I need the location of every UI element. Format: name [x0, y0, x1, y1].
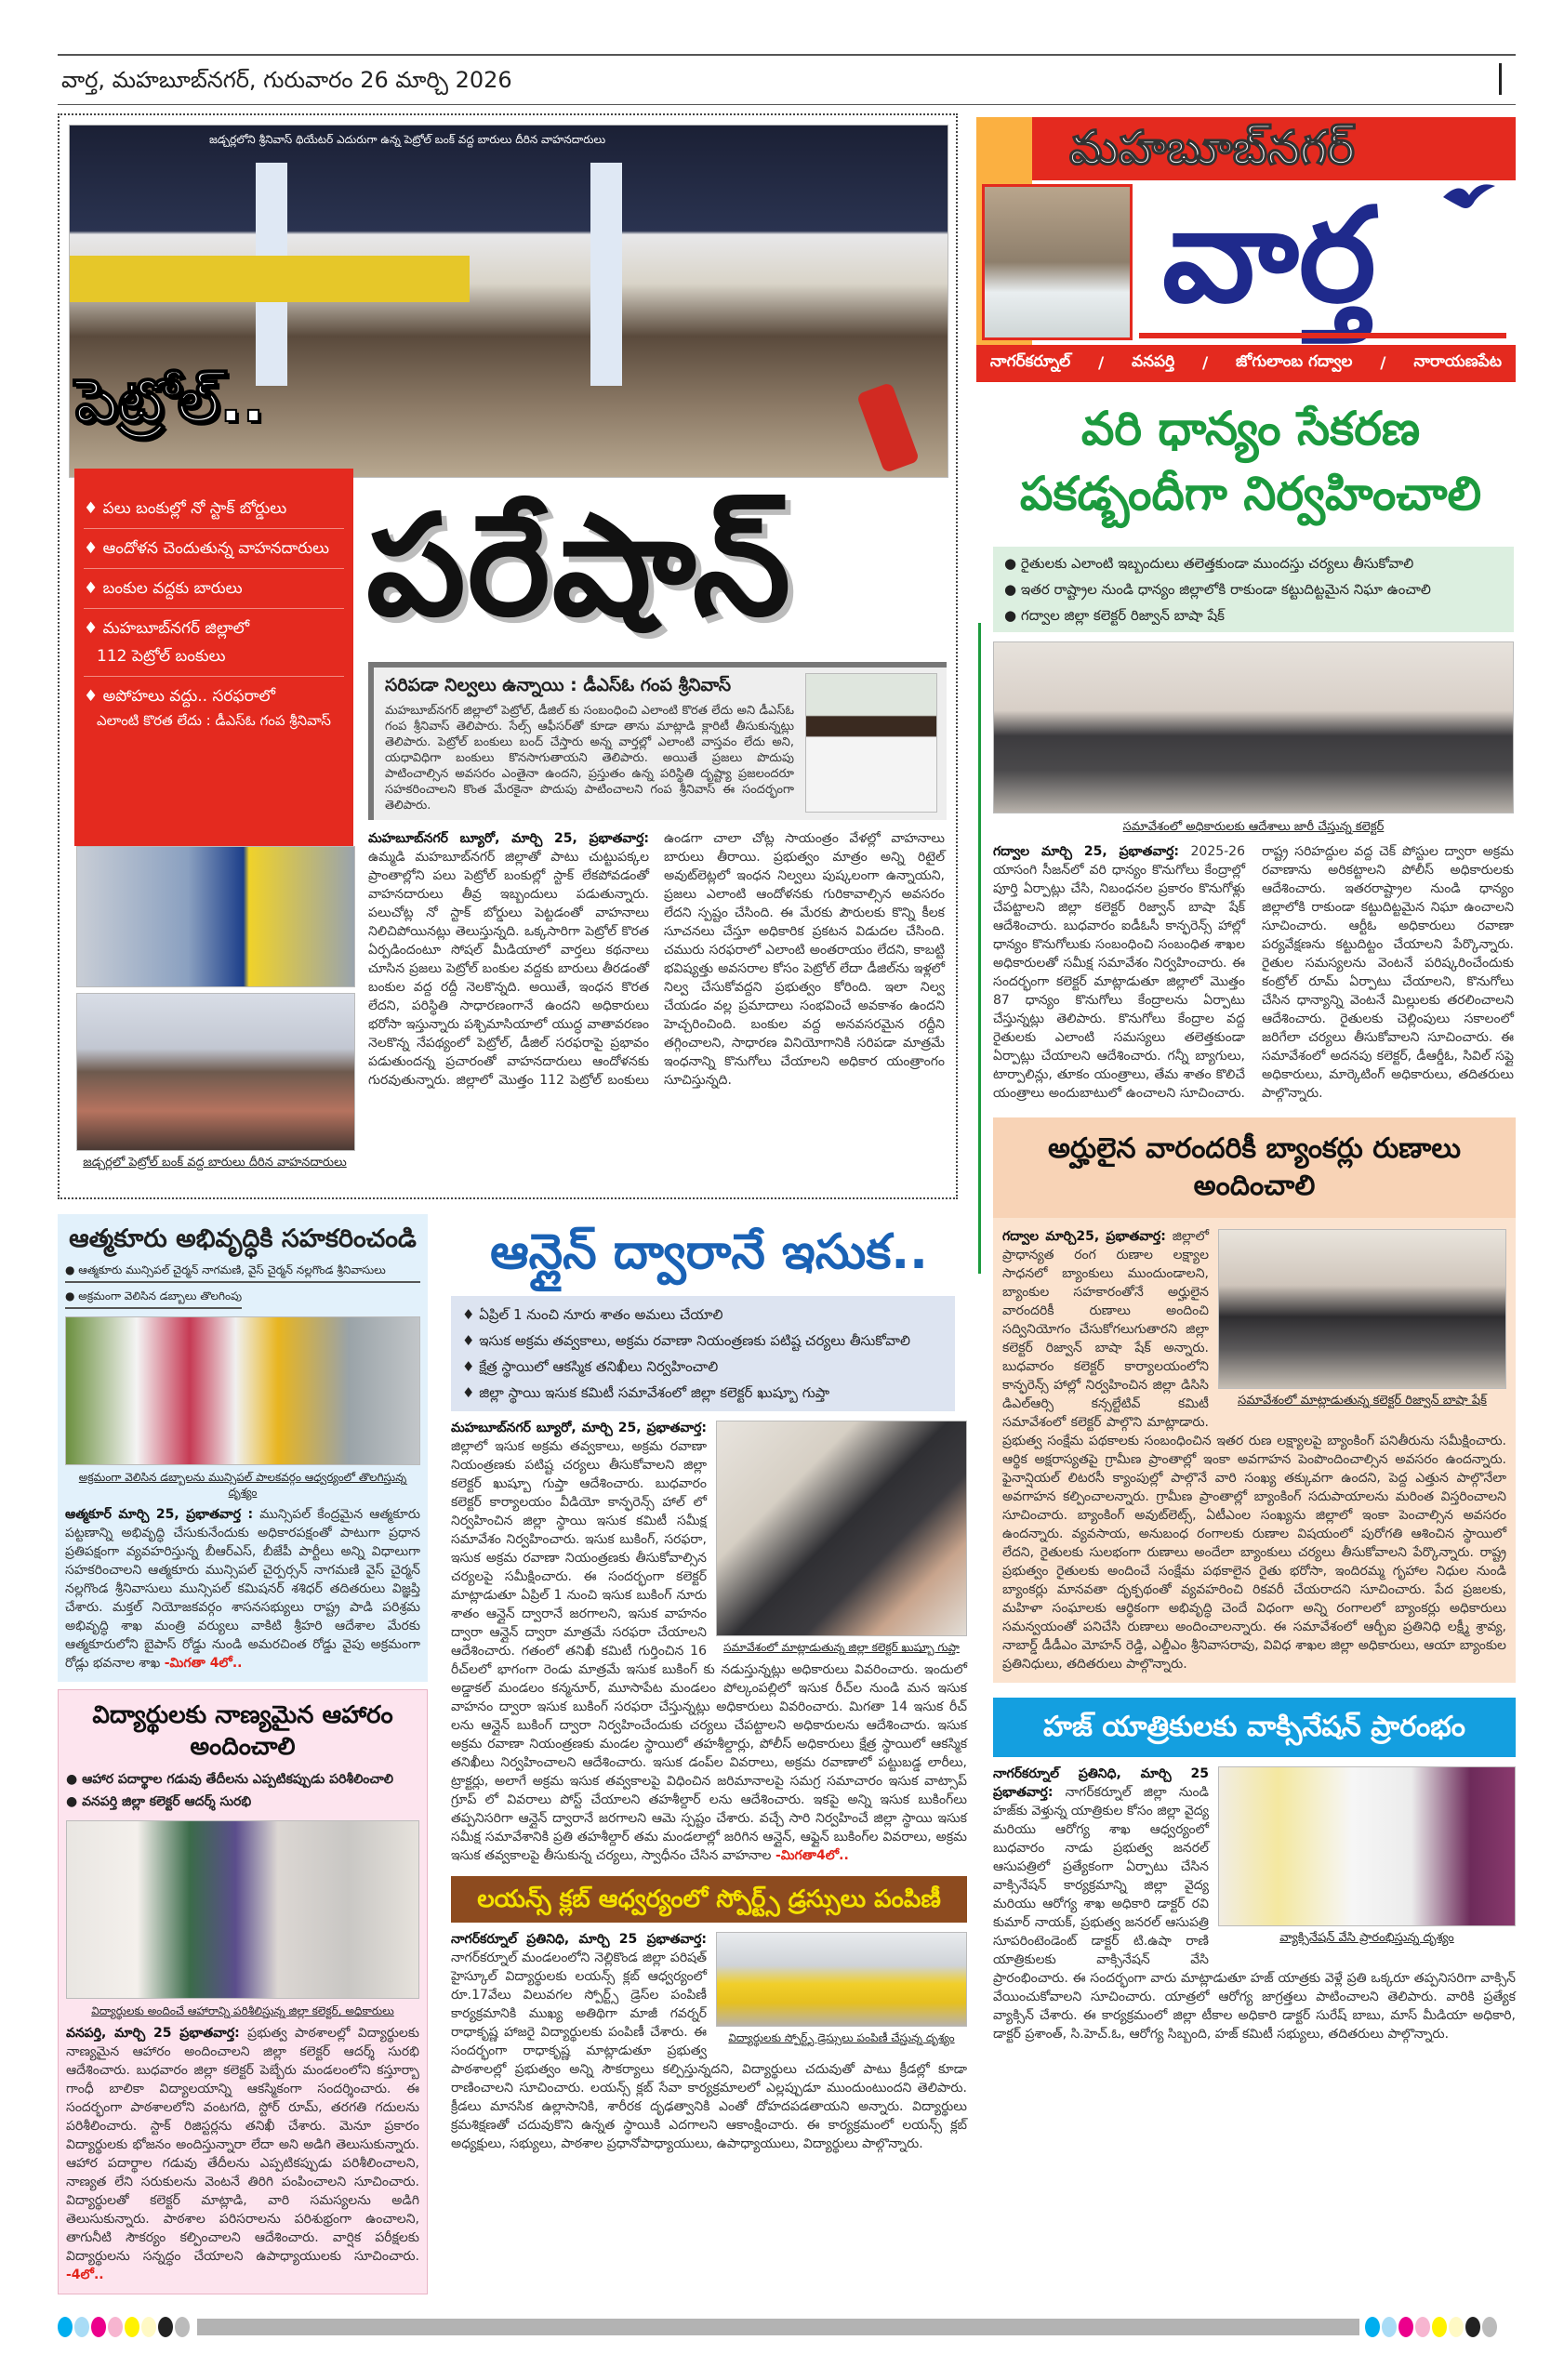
- lead-bullet: ♦ ఆందోళన చెందుతున్న వాహనదారులు: [84, 529, 344, 569]
- paddy-bullet: ● రైతులకు ఎలాంటి ఇబ్బందులు తలెత్తకుండా ముందస్తు చర్యలు తీసుకోవాలి: [1004, 555, 1414, 572]
- lead-body-text: ఉమ్మడి మహబూబ్‌నగర్ జిల్లాతో పాటు చుట్టుపక్కల ప్రాంతాల్లోని పలు పెట్రోల్ బంకుల్లో స్టాక్ లేకపోవడంతో వాహనదారులు తీవ్ర ఇబ్బందులు పడుతున్నారు. పలుచోట్ల నో స్టాక్ బోర్డులు పెట్టడంతో వాహనాలు నిలిచిపోయినట్లు తెలుస్తున్నది. ఒక్కసారిగా పెట్రోల్ కొరత ఏర్పడిందంటూ సోషల్ మీడియాలో వార్తలు కథనాలు చూసిన ప్రజలు పెట్రోల్ బంకుల వద్దకు బారులు తీరడంతో బంకుల వద్ద రద్దీ నెలకొన్నది. అయితే, ఇంధన కొరత లేదని, పరిస్థితి సాధారణంగానే ఉందని అధికారులు భరోసా ఇస్తున్నారు పశ్చిమాసియాలో యుద్ధ వాతావరణం నెలకొన్న నేపథ్యంలో పెట్రోల్, డీజిల్ సరఫరాపై ప్రభావం పడుతుందన్న ప్రచారంతో వాహనదారులు ఆందోళనకు గురవుతున్నారు. జిల్లాలో మొత్తం 112 పెట్రోల్ బంకులు ఉండగా చాలా చోట్ల సాయంత్రం వేళల్లో వాహనాలు బారులు తీరాయి. ప్రభుత్వం మాత్రం అన్ని రిటైల్ అవుట్‌లెట్లలో ఇంధన నిల్వలు పుష్కలంగా ఉన్నాయని, ప్రజలు ఎలాంటి ఆందోళనకు గురికావాల్సిన అవసరం లేదని స్పష్టం చేసింది. ఈ మేరకు పౌరులకు కొన్ని కీలక సూచనలు చేస్తూ అధికారిక ప్రకటన విడుదల చేసింది. చమురు సరఫరాలో ఎలాంటి అంతరాయం లేదని, కాబట్టి భవిష్యత్తు అవసరాల కోసం పెట్రోల్ లేదా డీజిల్‌ను ఇళ్లలో నిల్వ చేసుకోవద్దని ప్రభుత్వం కోరింది. ఇలా నిల్వ చేయడం వల్ల ప్రమాదాలు సంభవించే అవకాశం ఉందని హెచ్చరించింది. బంకుల వద్ద అనవసరమైన రద్దీని తగ్గించాలని, సాధారణ వినియోగానికి సరిపడా మాత్రమే ఇంధనాన్ని కొనుగోలు చేయాలని అధికార యంత్రాంగం సూచిస్తున్నది.: [368, 831, 945, 1088]
- bank-headline: అర్హులైన వారందరికీ బ్యాంకర్లు రుణాలు అందించాలి: [993, 1117, 1516, 1218]
- district-narayanpet: నారాయణపేట: [1413, 352, 1503, 371]
- lead-bullet: ♦ బంకుల వద్దకు బారులు: [84, 569, 344, 609]
- dot: [158, 2317, 173, 2337]
- paddy-dateline: గద్వాల మార్చి 25, ప్రభాతవార్త:: [993, 844, 1180, 859]
- students-body: [66, 2024, 419, 2284]
- lions-photo: [716, 1932, 967, 2027]
- separator: /: [1097, 354, 1105, 373]
- right-color-dots: [1365, 2317, 1497, 2337]
- haj-body-text: నాగర్‌కర్నూల్ జిల్లా నుండి హజ్‌కు వెళ్తున్న యాత్రికుల కోసం జిల్లా వైద్య మరియు ఆరోగ్య శాఖ ఆధ్వర్యంలో బుధవారం నాడు ప్రభుత్వ జనరల్ ఆసుపత్రిలో ప్రత్యేకంగా ఏర్పాటు చేసిన వాక్సినేషన్ కార్యక్రమాన్ని జిల్లా వైద్య మరియు ఆరోగ్య శాఖ అధికారి డాక్టర్ రవి కుమార్ నాయక్, ప్రభుత్వ జనరల్ ఆసుపత్రి సూపరింటెండెంట్ డాక్టర్ టి.ఉషా రాణి యాత్రికులకు వాక్సినేషన్ వేసి ప్రారంభించారు. ఈ సందర్భంగా వారు మాట్లాడుతూ హజ్ యాత్రకు వెళ్లే ప్రతి ఒక్కరూ తప్పనిసరిగా వాక్సిన్ వేయించుకోవాలని సూచించారు. యాత్రలో ఆరోగ్య జాగ్రత్తలు పాటించాలని తెలిపారు. వారికి ప్రత్యేక వ్యాక్సిన్ చేశారు. ఈ కార్యక్రమంలో జిల్లా టీకాల అధికారి డాక్టర్ సురేష్ బాబు, మాస్ మీడియా అధికారి, డాక్టర్ ప్రశాంత్, సి.హెచ్.ఓ, ఆరోగ్య సిబ్బంది, హజ్ కమిటీ సభ్యులు, తదితరులు పాల్గొన్నారు.: [993, 1785, 1516, 2042]
- paddy-body-text: 2025-26 యాసంగి సీజన్‌లో వరి ధాన్యం కొనుగోలు కేంద్రాల్లో పూర్తి ఏర్పాట్లు చేసి, నిబంధనల ప్రకారం కొనుగోళ్లు చేపట్టాలని జిల్లా కలెక్టర్ రిజ్వాన్ బాషా షేక్ ఆదేశించారు. బుధవారం ఐడీఓసీ కాన్ఫరెన్స్ హాల్లో ధాన్యం కొనుగోలుకు సంబంధించి సంబంధిత శాఖల అధికారులతో సమీక్ష సమావేశం నిర్వహించారు. ఈ సందర్భంగా కలెక్టర్ మాట్లాడుతూ జిల్లాలో మొత్తం 87 ధాన్యం కొనుగోలు కేంద్రాలను ఏర్పాటు చేస్తున్నట్లు తెలిపారు. కొనుగోలు కేంద్రాల వద్ద రైతులకు ఎలాంటి సమస్యలు తలెత్తకుండా ఏర్పాట్లు చేయాలని ఆదేశించారు. గన్నీ బ్యాగులు, టార్పాలిన్లు, తూకం యంత్రాలు, తేమ శాతం కొలిచే యంత్రాలు అందుబాటులో ఉంచాలని సూచించారు. రాష్ట్ర సరిహద్దుల వద్ద చెక్ పోస్టుల ద్వారా అక్రమ రవాణాను అరికట్టాలని పోలీస్ అధికారులకు ఆదేశించారు. ఇతరరాష్ట్రాల నుండి ధాన్యం జిల్లాలోకి రాకుండా కట్టుదిట్టమైన నిఘా ఉంచాలని సూచించారు. ఆర్టీఓ అధికారులు రవాణా పర్యవేక్షణను కట్టుదిట్టం చేయాలని పేర్కొన్నారు. రైతుల సమస్యలను వెంటనే పరిష్కరించేందుకు కంట్రోల్ రూమ్ ఏర్పాటు చేయాలని, కొనుగోలు చేసిన ధాన్యాన్ని వెంటనే మిల్లులకు తరలించాలని ఆదేశించారు. రైతులకు చెల్లింపులు సకాలంలో జరిగేలా చర్యలు తీసుకోవాలని సూచించారు. ఈ సమావేశంలో అదనపు కలెక్టర్, డీఆర్డీఓ, సివిల్ సప్లై అధికారులు, మార్కెటింగ్ అధికారులు, తదితరులు పాల్గొన్నారు.: [993, 844, 1514, 1101]
- sand-bullets: [451, 1296, 955, 1411]
- paddy-headline: [986, 396, 1516, 526]
- dam-photo: [982, 184, 1133, 340]
- students-bullet: ● వనపర్తి జిల్లా కలెక్టర్ ఆదర్శ్ సురభి: [66, 1794, 252, 1809]
- paddy-bullet: ● ఇతర రాష్ట్రాల నుండి ధాన్యం జిల్లాలోకి రాకుండా కట్టుదిట్టమైన నిఘా ఉంచాలి: [1004, 581, 1431, 598]
- separator: /: [1202, 354, 1209, 373]
- district-nagarkurnool: నాగర్‌కర్నూల్: [989, 352, 1071, 371]
- dot: [91, 2317, 106, 2337]
- lions-body: [451, 1930, 967, 2153]
- dot: [1382, 2317, 1397, 2337]
- students-bullet: ● ఆహార పదార్థాల గడువు తేదీలను ఎప్పటికప్పుడు పరిశీలించాలి: [66, 1772, 394, 1787]
- dot: [58, 2317, 73, 2337]
- top-rule: [58, 54, 1516, 56]
- paddy-headline-line2: పకడ్బందీగా నిర్వహించాలి: [1019, 467, 1482, 521]
- athmakur-body: [65, 1505, 420, 1673]
- paddy-headline-line1: వరి ధాన్యం సేకరణ: [1080, 402, 1421, 456]
- lead-bullet: ఎలాంటి కొరత లేదు : డీఎస్ఓ గంప శ్రీనివాస్: [97, 712, 331, 729]
- lead-bullet: 112 పెట్రోల్ బంకులు: [84, 642, 344, 677]
- students-dateline: వనపర్తి, మార్చి 25 ప్రభాతవార్త:: [66, 2026, 240, 2041]
- queue-photo: [76, 993, 355, 1151]
- yellow-wall: [70, 256, 470, 302]
- paddy-caption: సమావేశంలో అధికారులకు ఆదేశాలు జారీ చేస్తున్న కలెక్టర్: [1122, 820, 1385, 834]
- masthead-underline: [1139, 333, 1506, 338]
- masthead-logo: వార్త: [1162, 180, 1376, 332]
- dot: [141, 2317, 156, 2337]
- dso-body: మహబూబ్‌నగర్ జిల్లాలో పెట్రోల్, డీజిల్ కు సంబంధించి ఎలాంటి కొరత లేదు అని డీఎస్ఓ గంప శ్రీనివాస్ తెలిపారు. సేల్స్ ఆఫీసర్‌తో కూడా తాను మాట్లాడి క్లారిటీ తీసుకున్నట్లు తెలిపారు. పెట్రోల్ బంకులు బంద్ చేస్తారు అన్న వార్తల్లో ఎలాంటి వాస్తవం లేదు అని, యధావిధిగా బంకులు కొనసాగుతాయని తెలిపారు. అయితే ప్రజలు పొదుపు పాటించాల్సిన అవసరం ఎంతైనా ఉందని, ప్రస్తుతం ఉన్న పరిస్థితి దృష్ట్యా ప్రజలందరూ సహకరించాలని కొంత మేరకైనా పొదుపు పాటించాలని గంప శ్రీనివాస్ ఈ సందర్భంగా తెలిపారు.: [385, 704, 794, 813]
- bank-body: [993, 1218, 1516, 1673]
- dot: [125, 2317, 139, 2337]
- dot: [1482, 2317, 1497, 2337]
- masthead-region: మహబూబ్‌నగర్: [1069, 121, 1355, 175]
- athmakur-caption: అక్రమంగా వెలిసిన డబ్బాలను మున్సిపల్ పాలకవర్గం ఆధ్వర్యంలో తొలగిస్తున్న దృశ్యం: [78, 1471, 407, 1499]
- district-gadwal: జోగులాంబ గద్వాల: [1236, 352, 1353, 371]
- dot: [1398, 2317, 1413, 2337]
- lower-middle-column: [451, 1220, 967, 2153]
- lions-caption: విద్యార్థులకు స్పోర్ట్స్ డ్రెస్సులు పంపిణీ చేస్తున్న దృశ్యం: [728, 2031, 955, 2044]
- paddy-body: [993, 842, 1514, 1103]
- dot: [1449, 2317, 1464, 2337]
- district-wanaparthy: వనపర్తి: [1132, 352, 1175, 371]
- header-rule: [58, 104, 1516, 105]
- dso-portrait: [805, 673, 937, 813]
- dot: [175, 2317, 190, 2337]
- lead-body: [368, 829, 945, 1090]
- sand-body: [451, 1419, 967, 1865]
- athmakur-body-text: మున్సిపల్ కేంద్రమైన ఆత్మకూరు పట్టణాన్ని అభివృద్ధి చేసుకునేందుకు అధికారపక్షంతో పాటుగా ప్రధాన ప్రతిపక్షంగా వ్యవహరిస్తున్న బీఆర్ఎస్, బీజేపీ పార్టీలు అన్ని విధాలుగా సహకరించాలని ఆత్మకూరు మున్సిపల్ చైర్పర్సన్ నాగమణి వైస్ చైర్మన్ నల్లగొండ శ్రీనివాసులు మున్సిపల్ కమిషనర్ శశిధర్ తదితరులు విజ్ఞప్తి చేశారు. మక్తల్ నియోజకవర్గం శాసనసభ్యులు రాష్ట్ర పాడి పరిశ్రమ అభివృద్ధి శాఖ మంత్రి వర్యులు వాకిటి శ్రీహరి ఆదేశాల మేరకు ఆత్మకూరులోని బైపాస్ రోడ్డు నుండి అమరచింత రోడ్డు వైపు అక్రమంగా రోడ్లు భవనాల శాఖ: [65, 1507, 421, 1671]
- athmakur-continued[interactable]: -మిగతా 4లో..: [164, 1656, 243, 1671]
- dso-box: [368, 662, 947, 820]
- bank-photo: [1218, 1229, 1506, 1389]
- sand-bullet: ♦ క్షేత్ర స్థాయిలో ఆకస్మిక తనిఖీలు నిర్వహించాలి: [462, 1358, 719, 1375]
- athmakur-photo: [65, 1316, 420, 1465]
- dot: [1365, 2317, 1380, 2337]
- canopy-pillar: [590, 163, 622, 386]
- sand-figure: [716, 1421, 967, 1655]
- grey-band: [197, 2319, 1359, 2335]
- bank-caption: సమావేశంలో మాట్లాడుతున్న కలెక్టర్ రిజ్వాన్ బాషా షేక్: [1238, 1394, 1487, 1408]
- haj-headline: హజ్ యాత్రికులకు వాక్సినేషన్ ప్రారంభం: [993, 1698, 1516, 1757]
- lions-figure: [716, 1932, 967, 2045]
- no-stock-photo: [76, 846, 355, 987]
- paddy-bullets: [993, 547, 1514, 632]
- dot: [1432, 2317, 1447, 2337]
- lions-headline: లయన్స్ క్లబ్ ఆధ్వర్యంలో స్పోర్ట్స్ డ్రస్సులు పంపిణీ: [451, 1876, 967, 1923]
- dso-title: సరిపడా నిల్వలు ఉన్నాయి : డీఎస్ఓ గంప శ్రీనివాస్: [385, 675, 732, 695]
- dot: [74, 2317, 89, 2337]
- fuel-nozzle-icon: [856, 382, 920, 473]
- paddy-bullet: ● గద్వాల జిల్లా కలెక్టర్ రిజ్వాన్ బాషా షేక్: [1004, 607, 1226, 624]
- masthead: [976, 117, 1516, 383]
- bank-figure: [1218, 1229, 1506, 1408]
- lead-bullets: [74, 482, 353, 744]
- bank-dateline: గద్వాల మార్చి25, ప్రభాతవార్త:: [1002, 1229, 1166, 1244]
- athmakur-headline: ఆత్మకూరు అభివృద్ధికి సహకరించండి: [69, 1224, 417, 1253]
- haj-caption: వ్యాక్సినేషన్ వేసి ప్రారంభిస్తున్న దృశ్యం: [1279, 1931, 1454, 1945]
- haj-figure: [1218, 1766, 1516, 1946]
- left-color-dots: [58, 2317, 190, 2337]
- right-column: [976, 117, 1516, 2043]
- lead-dateline: మహబూబ్‌నగర్ బ్యూరో, మార్చి 25, ప్రభాతవార్త:: [368, 831, 649, 846]
- lead-bullet: ♦ మహబూబ్‌నగర్ జిల్లాలో: [84, 619, 250, 638]
- lead-photo-caption: జడ్చర్లలోని శ్రీనివాస్ థియేటర్ ఎదురుగా ఉన్న పెట్రోల్ బంక్ వద్ద బారులు దీరిన వాహనదారులు: [209, 133, 606, 146]
- date-line: వార్త, మహబూబ్‌నగర్, గురువారం 26 మార్చి 2026: [61, 67, 512, 93]
- haj-dateline: నాగర్‌కర్నూల్ ప్రతినిధి, మార్చి 25 ప్రభాతవార్త:: [993, 1766, 1209, 1800]
- students-continued[interactable]: -4లో..: [66, 2268, 104, 2282]
- sand-caption: సమావేశంలో మాట్లాడుతున్న జిల్లా కలెక్టర్ ఖుష్బూ గుప్తా: [723, 1641, 960, 1654]
- sand-bullet: ♦ ఇసుక అక్రమ తవ్వకాలు, అక్రమ రవాణా నియంత్రణకు పటిష్ట చర్యలు తీసుకోవాలి: [462, 1332, 910, 1349]
- athmakur-story: [58, 1214, 428, 1682]
- dot: [1415, 2317, 1430, 2337]
- lower-left-column: [58, 1214, 428, 2294]
- sand-dateline: మహబూబ్‌నగర్ బ్యూరో, మార్చి 25, ప్రభాతవార్త:: [451, 1421, 707, 1435]
- students-story: [58, 1689, 428, 2294]
- lead-photo: [69, 125, 948, 478]
- athmakur-bullet: ● అక్రమంగా వెలిసిన డబ్బాలు తొలగింపు: [65, 1289, 242, 1309]
- lead-bullet: ♦ అపోహలు వద్దు.. సరఫరాలో: [84, 687, 275, 706]
- sand-bullet: ♦ జిల్లా స్థాయి ఇసుక కమిటీ సమావేశంలో జిల్లా కలెక్టర్ ఖుష్బూ గుప్తా: [462, 1384, 830, 1401]
- districts-bar: [976, 345, 1516, 382]
- sand-body-text: జిల్లాలో ఇసుక అక్రమ తవ్వకాలు, అక్రమ రవాణా నియంత్రణకు పటిష్ట చర్యలు తీసుకోవాలని జిల్లా కలెక్టర్ ఖుష్బూ గుప్తా ఆదేశించారు. బుధవారం కలెక్టర్ కార్యాలయం వీడియో కాన్ఫరెన్స్ హాల్ లో నిర్వహించిన జిల్లా స్థాయి ఇసుక కమిటీ సమీక్ష సమావేశం నిర్వహించారు. ఇసుక బుకింగ్, సరఫరా, ఇసుక అక్రమ రవాణా నియంత్రణకు తీసుకోవాల్సిన చర్యలపై సమీక్షించారు. ఈ సందర్భంగా కలెక్టర్ మాట్లాడుతూ ఏప్రిల్ 1 నుంచి ఇసుక బుకింగ్ నూరు శాతం ఆన్లైన్ ద్వారానే జరగాలని, ఇసుక వాహనం ద్వారా ఆన్లైన్ ద్వారా మాత్రమే సరఫరా చేయాలని ఆదేశించారు. గతంలో తనిఖీ కమిటీ గుర్తించిన 16 రీచ్‌లలో భాగంగా రెండు మాత్రమే ఇసుక బుకింగ్ కు నడుస్తున్నట్లు అధికారులు వివరించారు. ఇందులో అడ్డాకల్ మండలం కన్మనూర్, మూసాపేట మండలం పోల్కంపల్లిలో ఇసుక రీచ్‌ల నుండి మన ఇసుక వాహనం ద్వారా ఇసుక బుకింగ్ సరఫరా చేస్తున్నట్లు అధికారులు వివరించారు. మిగతా 14 ఇసుక రీచ్ లను ఆన్లైన్ బుకింగ్ ద్వారా నిర్వహించేందుకు చర్యలు చేపట్టాలని అధికారులను ఆదేశించారు. ఇసుక అక్రమ రవాణా నియంత్రణకు మండల స్థాయిలో తహశీల్దార్లు, పోలీస్ అధికారులు క్షేత్ర స్థాయిలో ఆకస్మిక తనిఖీలు నిర్వహించాలని ఆదేశించారు. ఇసుక డంప్‌ల వివరాలు, అక్రమ రవాణాలో పట్టుబడ్డ లారీలు, ట్రాక్టర్లు, అలాగే అక్రమ ఇసుక తవ్వకాలపై విధించిన జరిమానాలపై సమగ్ర సమాచారం ఇసుక వాట్సాప్ గ్రూప్ లో వివరాలు పోస్ట్ చేయాలని తహశీల్దార్ లను ఆదేశించారు. ఇకపై అన్ని ఇసుక బుకింగ్‌లు తప్పనిసరిగా ఆన్లైన్ ద్వారానే జరగాలని ఆమె స్పష్టం చేశారు. వచ్చే సారి నిర్వహించే జిల్లా స్థాయి ఇసుక సమీక్ష సమావేశానికి ప్రతి తహశీల్దార్ తమ మండలాల్లో జరిగిన ఆన్లైన్, ఆఫ్లైన్ బుకింగ్‌ల వివరాలు, అక్రమ ఇసుక తవ్వకాలపై తీసుకున్న చర్యలు, స్వాధీనం చేసిన వాహనాల: [451, 1439, 967, 1863]
- sand-continued[interactable]: -మిగతా4లో..: [775, 1848, 849, 1863]
- haj-story: [993, 1698, 1516, 2043]
- lead-story: [58, 113, 958, 1199]
- lead-bullets-box: [74, 469, 353, 846]
- lead-headline: పరేషాన్: [366, 485, 793, 647]
- registration-bar: [58, 2317, 1516, 2337]
- paddy-photo: [993, 641, 1514, 813]
- sand-headline: ఆన్లైన్ ద్వారానే ఇసుక..: [490, 1224, 928, 1280]
- bank-body-text: జిల్లాలో ప్రాధాన్యత రంగ రుణాల లక్ష్యాల సాధనలో బ్యాంకులు ముందుండాలని, బ్యాంకుల సహకారంతోనే అర్హులైన వారందరికీ రుణాలు అందించి సద్వినియోగం చేసుకోగలుగుతారని జిల్లా కలెక్టర్ రిజ్వాన్ బాషా షేక్ అన్నారు. బుధవారం కలెక్టర్ కార్యాలయంలోని కాన్ఫరెన్స్ హాల్లో నిర్వహించిన జిల్లా డిసిసి డిఎల్ఆర్సి కన్సల్టేటివ్ కమిటీ సమావేశంలో కలెక్టర్ పాల్గొని మాట్లాడారు. ప్రభుత్వ సంక్షేమ పథకాలకు సంబంధించిన ఇతర రుణ లక్ష్యాలపై బ్యాంకింగ్ పనితీరును సమీక్షించారు. ఆర్థిక అక్షరాస్యతపై గ్రామీణ ప్రాంతాల్లో ఇంకా అవగాహన పెంపొందించాల్సిన అవసరం ఉందన్నారు. ఫైనాన్షియల్ లిటరసీ క్యాంపుల్లో పాల్గొనే వారి సంఖ్య తక్కువగా ఉందని, పెద్ద ఎత్తున పాల్గొనేలా అవగాహన కల్పించాలన్నారు. గ్రామీణ ప్రాంతాల్లో బ్యాంకింగ్ సదుపాయాలను మరింత విస్తరించాలని సూచించారు. బ్యాంకింగ్ అవుట్‌లెట్స్, ఏటీఎంల సంఖ్యను జిల్లాలో ఇంకా పెంచాల్సిన అవసరం ఉందన్నారు. వ్యవసాయ, అనుబంధ రంగాలకు రుణాల విషయంలో పురోగతి ఆశించిన స్థాయిలో లేదని, రైతులకు సులభంగా రుణాలు అందేలా బ్యాంకులు చర్యలు తీసుకోవాలని పేర్కొన్నారు. రాష్ట్ర ప్రభుత్వం రైతులకు అందించే సంక్షేమ పథకాలైన రైతు భరోసా, ఇందిరమ్మ గృహాల నిధుల నుండి బ్యాంకర్లు మానవతా దృక్పథంతో వ్యవహరించి రికవరీ చేయరాదని సూచించారు. పేద ప్రజలకు, మహిళా సంఘాలకు ఆర్థికంగా అభివృద్ధి చెందే విధంగా అన్ని రంగాలలో బ్యాంకర్లు అధికారులు సమన్వయంతో పనిచేసి రుణాలు అందించాలన్నారు. ఈ సమావేశంలో ఆర్బీఐ ప్రతినిధి లక్ష్మీ శ్రావ్య, నాబార్డ్ డీడీఎం మోహన్ రెడ్డి, ఎల్డీఎం శ్రీనివాసరావు, వివిధ శాఖల జిల్లా అధికారులు, ఆయా బ్యాంకుల ప్రతినిధులు, తదితరులు పాల్గొన్నారు.: [1002, 1229, 1506, 1672]
- students-caption: విద్యార్థులకు అందించే ఆహారాన్ని పరిశీలిస్తున్న జిల్లా కలెక్టర్, అధికారులు: [91, 2004, 394, 2017]
- queue-photo-caption: జడ్చర్లలో పెట్రోల్ బంక్ వద్ద బారులు దీరిన వాహనదారులు: [83, 1156, 347, 1170]
- dot: [1465, 2317, 1480, 2337]
- separator: /: [1380, 354, 1386, 373]
- haj-photo: [1218, 1766, 1516, 1926]
- lions-dateline: నాగర్‌కర్నూల్ ప్రతినిధి, మార్చి 25 ప్రభాతవార్త:: [451, 1932, 707, 1947]
- sand-photo: [716, 1421, 967, 1636]
- lead-bullet: ♦ పలు బంకుల్లో నో స్టాక్ బోర్డులు: [84, 489, 344, 529]
- athmakur-dateline: ఆత్మకూర్ మార్చి 25, ప్రభాతవార్త :: [65, 1507, 254, 1522]
- bank-story: [993, 1117, 1516, 1683]
- dot: [108, 2317, 123, 2337]
- students-headline: విద్యార్థులకు నాణ్యమైన ఆహారం అందించాలి: [92, 1701, 393, 1761]
- header-bar-mark: [1499, 63, 1502, 95]
- students-body-text: ప్రభుత్వ పాఠశాలల్లో విద్యార్థులకు నాణ్యమైన ఆహారం అందించాలని జిల్లా కలెక్టర్ ఆదర్శ్ సురభి ఆదేశించారు. బుధవారం జిల్లా కలెక్టర్ పెబ్బేరు మండలంలోని కస్తూర్బా గాంధీ బాలికా విద్యాలయాన్ని ఆకస్మికంగా సందర్శించారు. ఈ సందర్భంగా పాఠశాలలోని వంటగది, స్టోర్ రూమ్, తరగతి గదులను పరిశీలించారు. స్టాక్ రిజిస్టర్లను తనిఖీ చేశారు. మెనూ ప్రకారం విద్యార్థులకు భోజనం అందిస్తున్నారా లేదా అని అడిగి తెలుసుకున్నారు. ఆహార పదార్థాల గడువు తేదీలను ఎప్పటికప్పుడు పరిశీలించాలని, నాణ్యత లేని సరుకులను వెంటనే తిరిగి పంపించాలని సూచించారు. విద్యార్థులతో కలెక్టర్ మాట్లాడి, వారి సమస్యలను అడిగి తెలుసుకున్నారు. పాఠశాల పరిసరాలను పరిశుభ్రంగా ఉంచాలని, తాగునీటి సౌకర్యం కల్పించాలని ఆదేశించారు. వార్షిక పరీక్షలకు విద్యార్థులను సన్నద్ధం చేయాలని ఉపాధ్యాయులకు సూచించారు.: [66, 2026, 420, 2264]
- haj-body: [993, 1757, 1516, 2043]
- lions-body-text: నాగర్‌కర్నూల్ మండలంలోని నెల్లికొండ జిల్లా పరిషత్ హైస్కూల్ విద్యార్థులకు లయన్స్ క్లబ్ ఆధ్వర్యంలో రూ.17వేలు విలువగల స్పోర్ట్స్ డ్రెస్‌ల పంపిణీ కార్యక్రమానికి ముఖ్య అతిథిగా మాజీ గవర్నర్ రాధాకృష్ణ హాజరై విద్యార్థులకు పంపిణీ చేశారు. ఈ సందర్భంగా రాధాకృష్ణ మాట్లాడుతూ ప్రభుత్వ పాఠశాలల్లో ప్రభుత్వం అన్ని సౌకర్యాలు కల్పిస్తున్నదని, విద్యార్థులు చదువుతో పాటు క్రీడల్లో కూడా రాణించాలని సూచించారు. లయన్స్ క్లబ్ సేవా కార్యక్రమాలలో ఎల్లప్పుడూ ముందుంటుందని తెలిపారు. క్రీడలు మానసిక ఉల్లాసానికి, శారీరక దృఢత్వానికి ఎంతో దోహదపడతాయని అన్నారు. విద్యార్థులు క్రమశిక్షణతో చదువుకొని ఉన్నత స్థాయికి ఎదగాలని ఆకాంక్షించారు. ఈ కార్యక్రమంలో లయన్స్ క్లబ్ అధ్యక్షులు, సభ్యులు, పాఠశాల ప్రధానోపాధ్యాయులు, ఉపాధ్యాయులు, విద్యార్థులు పాల్గొన్నారు.: [451, 1950, 967, 2151]
- dove-icon: [1441, 178, 1497, 216]
- sand-bullet: ♦ ఏప్రిల్ 1 నుంచి నూరు శాతం అమలు చేయాలి: [462, 1306, 723, 1323]
- lead-kicker: పెట్రోల్..: [75, 367, 265, 436]
- athmakur-bullet: ● ఆత్మకూరు మున్సిపల్ చైర్మన్ నాగమణి, వైస్ చైర్మన్ నల్లగొండ శ్రీనివాసులు: [65, 1263, 420, 1283]
- students-photo: [66, 1820, 419, 1999]
